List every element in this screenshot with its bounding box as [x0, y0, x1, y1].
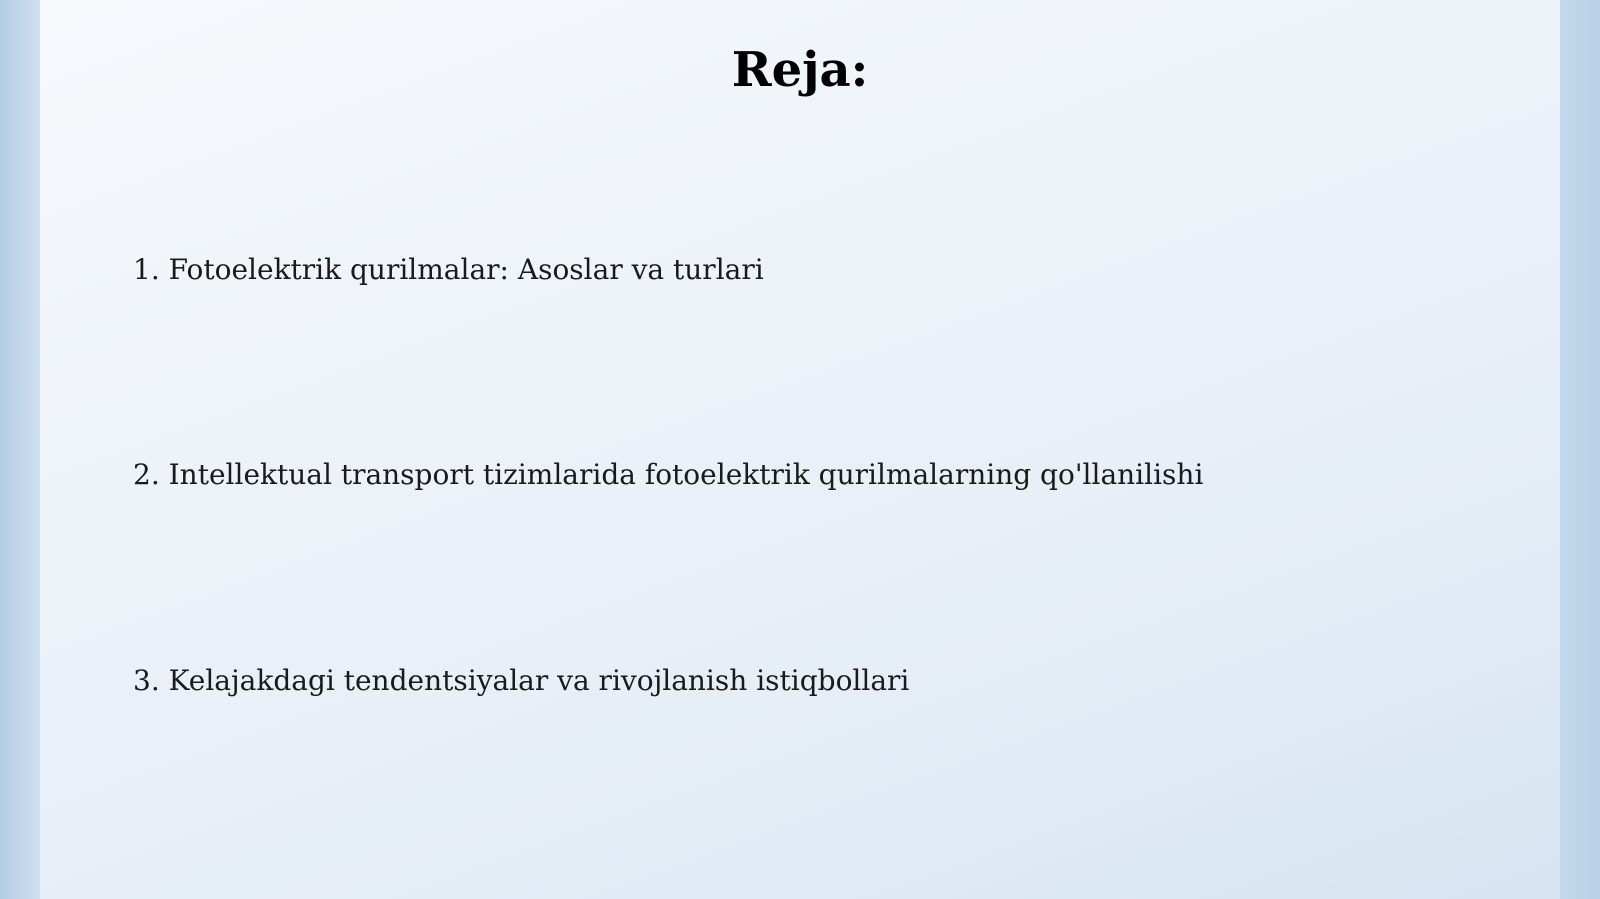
plan-item-3: 3. Kelajakdagi tendentsiyalar va rivojlanish istiqbollari — [133, 664, 910, 697]
slide-title: Reja: — [731, 42, 869, 98]
slide — [40, 0, 1560, 899]
plan-item-1: 1. Fotoelektrik qurilmalar: Asoslar va turlari — [133, 253, 764, 286]
plan-item-2: 2. Intellektual transport tizimlarida fotoelektrik qurilmalarning qo'llanilishi — [133, 458, 1204, 491]
